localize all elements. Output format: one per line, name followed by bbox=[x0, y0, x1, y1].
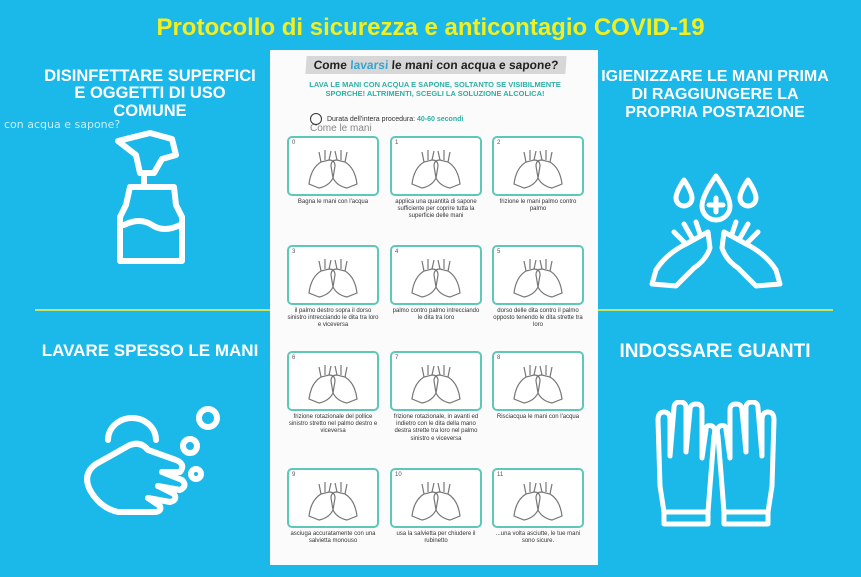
step-number: 11 bbox=[497, 472, 504, 478]
hands-illustration-icon bbox=[289, 353, 377, 409]
poster-ghost-text: Come le mani bbox=[310, 123, 372, 134]
left-divider bbox=[35, 309, 270, 311]
hands-illustration-icon bbox=[289, 247, 377, 303]
step-caption: il palmo destro sopra il dorso sinistro intrecciando le dita tra loro e viceversa bbox=[287, 308, 379, 329]
step-illustration bbox=[287, 468, 379, 528]
step-tile bbox=[492, 245, 584, 330]
step-number: 0 bbox=[292, 140, 296, 146]
step-tile bbox=[287, 245, 379, 330]
step-caption: asciuga accuratamente con una salvietta monouso bbox=[290, 531, 376, 545]
step-caption: ...una volta asciutte, le tue mani sono sicure. bbox=[495, 531, 581, 545]
step-caption: usa la salvietta per chiudere il rubinetto bbox=[396, 531, 476, 545]
step-tile bbox=[390, 351, 482, 443]
poster-title-post: le mani con acqua e sapone? bbox=[387, 58, 559, 72]
step-illustration bbox=[492, 136, 584, 196]
step-illustration bbox=[492, 245, 584, 305]
sanitizer-hands-icon bbox=[646, 172, 786, 292]
right-divider bbox=[598, 309, 833, 311]
poster-title bbox=[305, 56, 566, 74]
washing-hands-icon bbox=[78, 400, 228, 520]
hands-illustration-icon bbox=[392, 247, 480, 303]
hands-illustration-icon bbox=[289, 138, 377, 194]
hands-illustration-icon bbox=[494, 138, 582, 194]
step-caption: Bagna le mani con l'acqua bbox=[297, 199, 369, 205]
step-tile bbox=[390, 245, 482, 322]
hands-illustration-icon bbox=[494, 470, 582, 526]
step-tile bbox=[390, 468, 482, 545]
step-number: 3 bbox=[292, 249, 296, 255]
step-tile bbox=[287, 136, 379, 206]
step-illustration bbox=[492, 351, 584, 411]
hands-illustration-icon bbox=[392, 353, 480, 409]
step-caption: Risciacqua le mani con l'acqua bbox=[496, 414, 580, 420]
step-number: 5 bbox=[497, 249, 501, 255]
wash-hands-label: LAVARE SPESSO LE MANI bbox=[41, 341, 259, 360]
spray-bottle-icon bbox=[110, 125, 190, 265]
step-caption: applica una quantità di sapone sufficiente per coprire tutta la superficie delle mani bbox=[395, 199, 477, 220]
handwashing-poster bbox=[270, 50, 598, 565]
duration-label: Durata dell'intera procedura: bbox=[326, 115, 416, 123]
disinfect-label: DISINFETTARE SUPERFICI E OGGETTI DI USO COMUNE bbox=[44, 67, 256, 120]
poster-duration bbox=[310, 113, 463, 125]
poster-title-highlight: lavarsi bbox=[349, 58, 389, 72]
step-illustration bbox=[390, 136, 482, 196]
step-caption: palmo contro palmo intrecciando le dita tra loro bbox=[392, 308, 480, 322]
gloves-icon bbox=[646, 400, 786, 530]
step-number: 2 bbox=[497, 140, 501, 146]
step-tile bbox=[492, 136, 584, 213]
hands-illustration-icon bbox=[289, 470, 377, 526]
page-title: Protocollo di sicurezza e anticontagio COVID-19 bbox=[156, 14, 705, 41]
step-illustration bbox=[390, 245, 482, 305]
step-caption: frizione rotazionale, in avanti ed indietro con le dita della mano destra strette tra loro nel palmo sinistro e viceversa bbox=[393, 414, 479, 442]
step-illustration bbox=[287, 136, 379, 196]
step-illustration bbox=[287, 351, 379, 411]
poster-subtitle: LAVA LE MANI CON ACQUA E SAPONE, SOLTANTO SE VISIBILMENTE SPORCHE! ALTRIMENTI, SCEGLI LA SOLUZIONE ALCOLICA! bbox=[309, 80, 561, 99]
wear-gloves-label: INDOSSARE GUANTI bbox=[619, 341, 811, 362]
step-tile bbox=[492, 468, 584, 545]
step-illustration bbox=[287, 245, 379, 305]
step-caption: frizione rotazionale del pollice sinistro stretto nel palmo destro e viceversa bbox=[288, 414, 378, 435]
step-tile bbox=[287, 351, 379, 436]
step-number: 7 bbox=[395, 355, 399, 361]
step-illustration bbox=[390, 468, 482, 528]
step-tile bbox=[492, 351, 584, 421]
step-number: 6 bbox=[292, 355, 296, 361]
hands-illustration-icon bbox=[392, 138, 480, 194]
step-number: 1 bbox=[395, 140, 399, 146]
step-caption: dorso delle dita contro il palmo opposto tenendo le dita strette tra loro bbox=[493, 308, 583, 329]
step-illustration bbox=[390, 351, 482, 411]
step-caption: frizione le mani palmo contro palmo bbox=[499, 199, 577, 213]
hands-illustration-icon bbox=[392, 470, 480, 526]
poster-title-pre: Come bbox=[313, 58, 351, 72]
step-tile bbox=[287, 468, 379, 545]
step-number: 8 bbox=[497, 355, 501, 361]
step-number: 9 bbox=[292, 472, 296, 478]
clock-icon bbox=[310, 113, 322, 125]
step-number: 4 bbox=[395, 249, 399, 255]
duration-value: 40-60 secondi bbox=[417, 115, 464, 123]
step-illustration bbox=[492, 468, 584, 528]
hands-illustration-icon bbox=[494, 353, 582, 409]
step-number: 10 bbox=[395, 472, 402, 478]
ghost-text: con acqua e sapone? bbox=[4, 118, 121, 131]
sanitize-hands-label: IGIENIZZARE LE MANI PRIMA DI RAGGIUNGERE LA PROPRIA POSTAZIONE bbox=[601, 68, 829, 121]
hands-illustration-icon bbox=[494, 247, 582, 303]
step-tile bbox=[390, 136, 482, 221]
